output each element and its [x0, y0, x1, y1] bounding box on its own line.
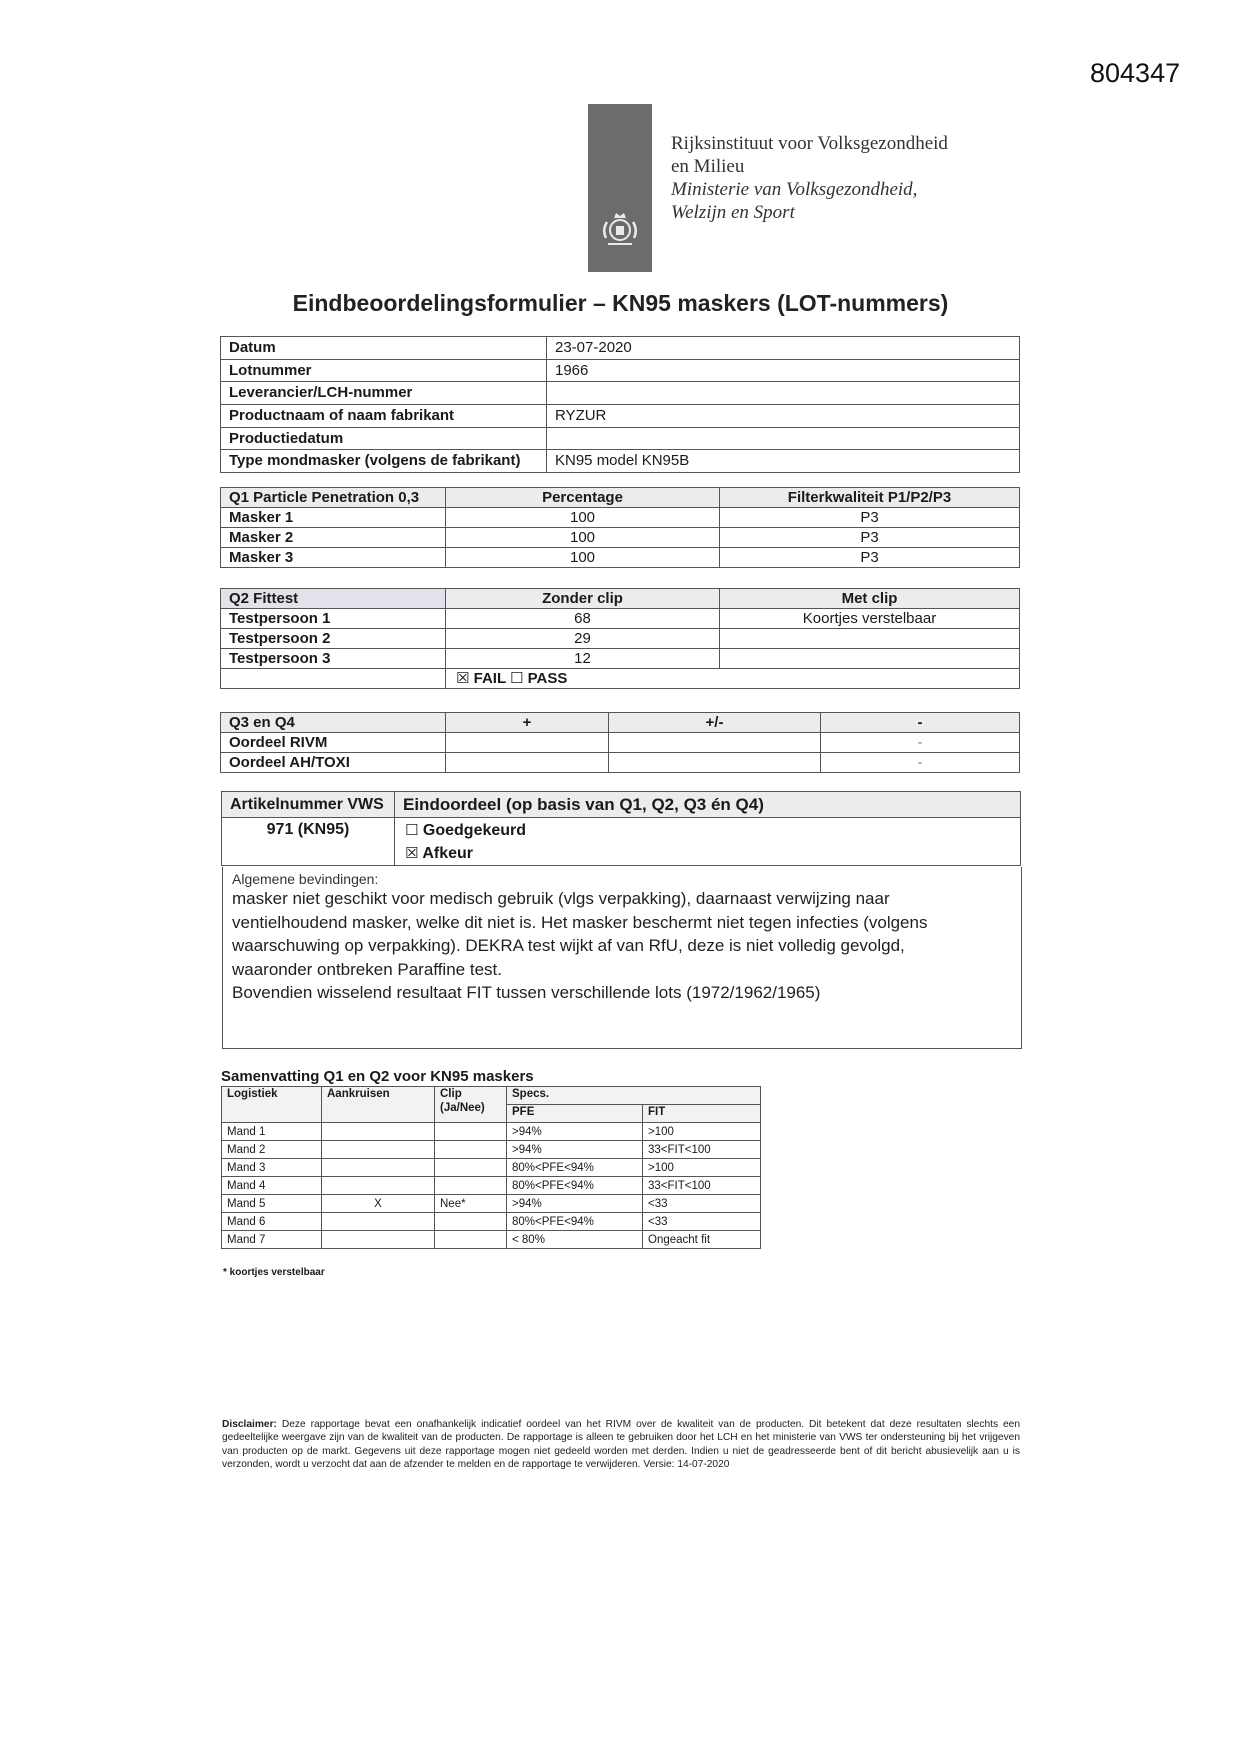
fit-cell: >100: [643, 1123, 761, 1141]
fit-cell: <33: [643, 1213, 761, 1231]
clip-cell: [435, 1159, 507, 1177]
logistiek-header: Logistiek: [222, 1087, 322, 1123]
rejected-checkbox[interactable]: ☒: [405, 843, 419, 862]
fit-cell: <33: [643, 1195, 761, 1213]
table-row: [222, 1231, 761, 1249]
row-label: Masker 2: [221, 528, 446, 548]
minus-cell: -: [821, 733, 1020, 753]
info-label: Lotnummer: [221, 359, 547, 382]
plus-cell: [446, 733, 609, 753]
with-clip-cell: Koortjes verstelbaar: [720, 609, 1020, 629]
table-row: [221, 528, 1020, 548]
verdict-options: [395, 818, 1021, 866]
findings-line: waarschuwing op verpakking). DEKRA test wijkt af van RfU, deze is niet volledig gevolgd,: [232, 936, 905, 955]
quality-cell: P3: [720, 508, 1020, 528]
pfe-cell: < 80%: [507, 1231, 643, 1249]
table-row: [221, 753, 1020, 773]
aankruisen-cell: [322, 1141, 435, 1159]
empty-cell: [221, 669, 446, 689]
disclaimer: [222, 1418, 1020, 1471]
fail-pass-cell: [446, 669, 1020, 689]
table-row: [221, 733, 1020, 753]
q1-header-quality: Filterkwaliteit P1/P2/P3: [720, 488, 1020, 508]
table-row: [221, 382, 1020, 405]
table-row: [222, 1123, 761, 1141]
fit-header: FIT: [643, 1105, 761, 1123]
findings-line: ventielhoudend masker, welke dit niet is. Het masker beschermt niet tegen infecties (volgens: [232, 912, 928, 932]
table-row: [222, 1213, 761, 1231]
disclaimer-label: Disclaimer:: [222, 1419, 277, 1430]
pfe-header: PFE: [507, 1105, 643, 1123]
q2-table: [220, 588, 1020, 689]
findings-line: masker niet geschikt voor medisch gebruik (vlgs verpakking), daarnaast verwijzing naar: [232, 889, 890, 908]
approved-checkbox[interactable]: ☐: [405, 820, 419, 839]
table-row: [222, 1141, 761, 1159]
aankruisen-header: Aankruisen: [322, 1087, 435, 1123]
rejected-label: Afkeur: [422, 844, 473, 862]
summary-table: [221, 1086, 761, 1249]
table-row: [221, 649, 1020, 669]
findings-label: Algemene bevindingen:: [232, 871, 379, 887]
without-clip-cell: 68: [446, 609, 720, 629]
pfe-cell: >94%: [507, 1141, 643, 1159]
info-value: KN95 model KN95B: [547, 450, 1020, 473]
mand-cell: Mand 5: [222, 1195, 322, 1213]
table-row: [221, 427, 1020, 450]
with-clip-cell: [720, 629, 1020, 649]
form-title: Eindbeoordelingsformulier – KN95 maskers (LOT-nummers): [292, 290, 949, 316]
table-row: [221, 405, 1020, 428]
clip-cell: [435, 1177, 507, 1195]
general-findings: [222, 867, 1022, 1049]
approved-label: Goedgekeurd: [422, 821, 527, 839]
aankruisen-cell: [322, 1123, 435, 1141]
verdict-header: Eindoordeel (op basis van Q1, Q2, Q3 én Q4): [395, 792, 1021, 818]
row-label: Masker 1: [221, 508, 446, 528]
clip-cell: [435, 1231, 507, 1249]
aankruisen-cell: [322, 1231, 435, 1249]
q2-header-without-clip: Zonder clip: [446, 589, 720, 609]
mand-cell: Mand 3: [222, 1159, 322, 1177]
pfe-cell: >94%: [507, 1123, 643, 1141]
info-label: Leverancier/LCH-nummer: [221, 382, 547, 405]
info-label: Productiedatum: [221, 427, 547, 450]
disclaimer-text: Deze rapportage bevat een onafhankelijk indicatief oordeel van het RIVM over de kwaliteit van de producten. Dit betekent dat deze resultaten slechts een gedeeltelijke weergave zijn van de kwaliteit van de producten. De rapportage is alleen te gebruiken door het LCH en het ministerie van VWS ter ondersteuning bij het vrijgeven van producten op de markt. Gegevens uit deze rapportage mogen niet gedeeld worden met derden. Indien u niet de geadresseerde bent of dit bericht abusievelijk aan u is verzonden, wordt u verzocht dat aan de afzender te melden en de rapportage te verwijderen. Versie: 14-07-2020: [222, 1419, 1020, 1470]
findings-text: [232, 887, 1012, 1005]
specs-header: Specs.: [507, 1087, 761, 1105]
info-value: [547, 427, 1020, 450]
pfe-cell: 80%<PFE<94%: [507, 1159, 643, 1177]
table-row: [221, 508, 1020, 528]
pass-checkbox[interactable]: ☐: [510, 669, 524, 687]
table-row: [222, 1195, 761, 1213]
info-label: Type mondmasker (volgens de fabrikant): [221, 450, 547, 473]
clip-cell: [435, 1141, 507, 1159]
org-line-1: Rijksinstituut voor Volksgezondheid: [671, 133, 948, 154]
mand-cell: Mand 6: [222, 1213, 322, 1231]
org-line-4: Welzijn en Sport: [671, 202, 795, 223]
table-row: [221, 359, 1020, 382]
pass-label: PASS: [527, 670, 568, 687]
organisation-name: [671, 132, 948, 224]
plusminus-cell: [609, 753, 821, 773]
q2-header-with-clip: Met clip: [720, 589, 1020, 609]
rijksoverheid-logo: [588, 104, 652, 272]
pfe-cell: 80%<PFE<94%: [507, 1213, 643, 1231]
row-label: Masker 3: [221, 548, 446, 568]
table-row: [221, 450, 1020, 473]
quality-cell: P3: [720, 528, 1020, 548]
table-row: [221, 548, 1020, 568]
article-header: Artikelnummer VWS: [222, 792, 395, 818]
table-row: [221, 629, 1020, 649]
summary-footnote: * koortjes verstelbaar: [223, 1267, 325, 1278]
clip-cell: Nee*: [435, 1195, 507, 1213]
document-number: 804347: [1090, 58, 1181, 88]
mand-cell: Mand 2: [222, 1141, 322, 1159]
q1-table: [220, 487, 1020, 568]
plus-cell: [446, 753, 609, 773]
clip-header: Clip (Ja/Nee): [435, 1087, 507, 1123]
fit-cell: Ongeacht fit: [643, 1231, 761, 1249]
percentage-cell: 100: [446, 548, 720, 568]
fail-checkbox[interactable]: ☒: [456, 669, 470, 687]
fit-cell: 33<FIT<100: [643, 1177, 761, 1195]
rejected-option[interactable]: [405, 842, 1012, 865]
q1-header-percentage: Percentage: [446, 488, 720, 508]
info-value: 23-07-2020: [547, 337, 1020, 360]
q34-header: Q3 en Q4: [221, 713, 446, 733]
fail-label: FAIL: [473, 670, 506, 687]
row-label: Testpersoon 3: [221, 649, 446, 669]
aankruisen-cell: X: [322, 1195, 435, 1213]
table-header-row: [221, 488, 1020, 508]
pfe-cell: 80%<PFE<94%: [507, 1177, 643, 1195]
minus-cell: -: [821, 753, 1020, 773]
aankruisen-cell: [322, 1177, 435, 1195]
table-row: [222, 1177, 761, 1195]
info-label: Productnaam of naam fabrikant: [221, 405, 547, 428]
pfe-cell: >94%: [507, 1195, 643, 1213]
aankruisen-cell: [322, 1213, 435, 1231]
table-header-row: [222, 792, 1021, 818]
q1-header: Q1 Particle Penetration 0,3: [221, 488, 446, 508]
q34-header-minus: -: [821, 713, 1020, 733]
info-value: [547, 382, 1020, 405]
q34-header-plus: +: [446, 713, 609, 733]
summary-title: Samenvatting Q1 en Q2 voor KN95 maskers: [221, 1068, 534, 1085]
percentage-cell: 100: [446, 528, 720, 548]
findings-line: Bovendien wisselend resultaat FIT tussen verschillende lots (1972/1962/1965): [232, 983, 821, 1002]
approved-option[interactable]: [405, 819, 1012, 842]
q34-header-plusminus: +/-: [609, 713, 821, 733]
article-number: 971 (KN95): [222, 818, 395, 866]
royal-crest-icon: [598, 208, 642, 252]
quality-cell: P3: [720, 548, 1020, 568]
row-label: Oordeel RIVM: [221, 733, 446, 753]
table-header-row: [221, 713, 1020, 733]
mand-cell: Mand 7: [222, 1231, 322, 1249]
table-row: [221, 337, 1020, 360]
plusminus-cell: [609, 733, 821, 753]
percentage-cell: 100: [446, 508, 720, 528]
aankruisen-cell: [322, 1159, 435, 1177]
info-label: Datum: [221, 337, 547, 360]
mand-cell: Mand 1: [222, 1123, 322, 1141]
clip-cell: [435, 1213, 507, 1231]
q3-q4-table: [220, 712, 1020, 773]
table-row: [221, 609, 1020, 629]
table-header-row: [222, 1087, 761, 1105]
fit-cell: >100: [643, 1159, 761, 1177]
with-clip-cell: [720, 649, 1020, 669]
table-row: [222, 1159, 761, 1177]
mand-cell: Mand 4: [222, 1177, 322, 1195]
info-value: RYZUR: [547, 405, 1020, 428]
clip-cell: [435, 1123, 507, 1141]
table-row: [221, 669, 1020, 689]
table-header-row: [221, 589, 1020, 609]
info-table: [220, 336, 1020, 473]
row-label: Testpersoon 2: [221, 629, 446, 649]
final-verdict-table: [221, 791, 1021, 866]
org-line-2: en Milieu: [671, 156, 745, 177]
fit-cell: 33<FIT<100: [643, 1141, 761, 1159]
info-value: 1966: [547, 359, 1020, 382]
org-line-3: Ministerie van Volksgezondheid,: [671, 179, 918, 200]
table-row: [222, 818, 1021, 866]
q2-header: Q2 Fittest: [221, 589, 446, 609]
row-label: Testpersoon 1: [221, 609, 446, 629]
row-label: Oordeel AH/TOXI: [221, 753, 446, 773]
without-clip-cell: 29: [446, 629, 720, 649]
findings-line: waaronder ontbreken Paraffine test.: [232, 959, 502, 979]
without-clip-cell: 12: [446, 649, 720, 669]
